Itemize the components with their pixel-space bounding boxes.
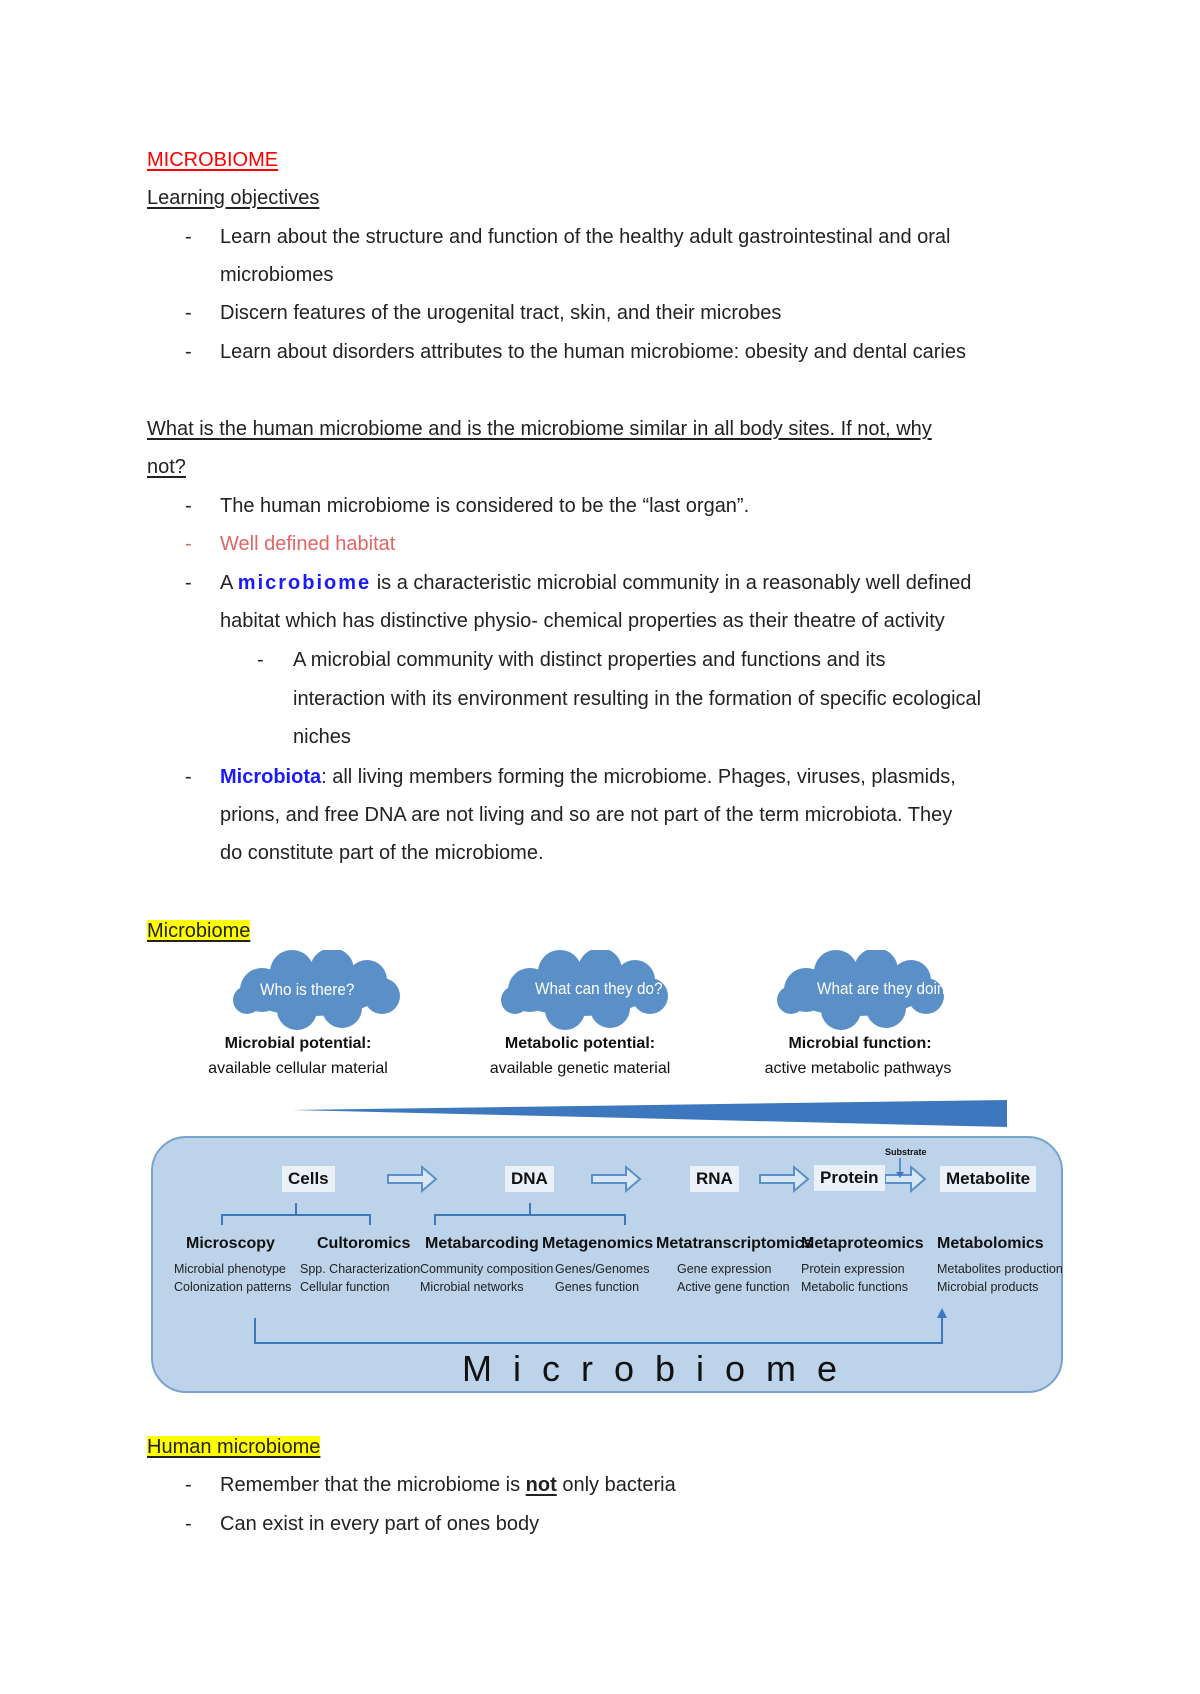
answer-microbiota-line-2: prions, and free DNA are not living and so are not part of the term microbiota. They bbox=[220, 804, 953, 826]
method-desc: Metabolic functions bbox=[801, 1280, 909, 1294]
method-metaproteomics: Metaproteomics bbox=[801, 1235, 924, 1252]
potential-sub-3: active metabolic pathways bbox=[764, 1060, 952, 1077]
method-metatranscriptomics: Metatranscriptomics bbox=[656, 1235, 813, 1252]
sub-answer-line-1: A microbial community with distinct properties and functions and its bbox=[293, 649, 886, 671]
answer-last-organ: The human microbiome is considered to be the “last organ”. bbox=[220, 495, 750, 517]
microbiome-diagram bbox=[150, 950, 1070, 1400]
potential-sub-1: available cellular material bbox=[208, 1060, 388, 1077]
bullet-dash: - bbox=[185, 226, 192, 248]
method-desc: Colonization patterns bbox=[174, 1280, 292, 1294]
method-desc: Protein expression bbox=[801, 1262, 905, 1276]
method-microscopy: Microscopy bbox=[186, 1235, 275, 1252]
answer-microbiome-definition: A microbiome is a characteristic microbial community in a reasonably well defined bbox=[220, 572, 972, 594]
method-metabolomics: Metabolomics bbox=[937, 1235, 1044, 1252]
answer-microbiome-definition-line-2: habitat which has distinctive physio- chemical properties as their theatre of activity bbox=[220, 610, 945, 632]
diagram-footer-label: Microbiome bbox=[462, 1348, 859, 1389]
cloud-label-1: Who is there? bbox=[260, 980, 355, 999]
node-cells: Cells bbox=[282, 1166, 335, 1192]
term-microbiota: Microbiota bbox=[220, 766, 322, 788]
bullet-dash: - bbox=[185, 533, 192, 555]
bullet-dash: - bbox=[185, 302, 192, 324]
method-desc: Microbial phenotype bbox=[174, 1262, 286, 1276]
substrate-label: Substrate bbox=[885, 1147, 927, 1157]
node-metabolite: Metabolite bbox=[940, 1166, 1036, 1192]
potential-sub-2: available genetic material bbox=[489, 1060, 671, 1077]
method-metagenomics: Metagenomics bbox=[542, 1235, 654, 1252]
document-title: MICROBIOME bbox=[147, 149, 279, 171]
node-rna: RNA bbox=[690, 1166, 739, 1192]
bullet-dash: - bbox=[185, 495, 192, 517]
bullet-dash: - bbox=[185, 1474, 192, 1496]
bullet-dash: - bbox=[185, 341, 192, 363]
sub-answer-line-2: interaction with its environment resulting in the formation of specific ecological bbox=[293, 688, 982, 710]
question-line-2: not? bbox=[147, 456, 186, 478]
sub-answer-line-3: niches bbox=[293, 726, 351, 748]
objective-1-line-1: Learn about the structure and function of the healthy adult gastrointestinal and oral bbox=[220, 226, 951, 248]
human-bullet-1: Remember that the microbiome is not only bacteria bbox=[220, 1474, 676, 1496]
objective-3: Learn about disorders attributes to the human microbiome: obesity and dental caries bbox=[220, 341, 966, 363]
section-heading-human-microbiome: Human microbiome bbox=[147, 1436, 321, 1458]
node-protein: Protein bbox=[814, 1165, 885, 1191]
method-desc: Community composition bbox=[420, 1262, 554, 1276]
cloud-label-2: What can they do? bbox=[535, 979, 663, 998]
cloud-label-3: What are they doing? bbox=[817, 979, 963, 998]
bullet-dash: - bbox=[185, 766, 192, 788]
human-bullet-2: Can exist in every part of ones body bbox=[220, 1513, 540, 1535]
bullet-dash: - bbox=[185, 1513, 192, 1535]
emphasis-not: not bbox=[525, 1474, 557, 1496]
method-desc: Microbial networks bbox=[420, 1280, 524, 1294]
answer-microbiota-line-3: do constitute part of the microbiome. bbox=[220, 842, 544, 864]
objectives-heading: Learning objectives bbox=[147, 187, 320, 209]
method-desc: Active gene function bbox=[677, 1280, 790, 1294]
method-desc: Metabolites production bbox=[937, 1262, 1063, 1276]
method-desc: Genes/Genomes bbox=[555, 1262, 650, 1276]
answer-habitat: Well defined habitat bbox=[220, 533, 396, 555]
objective-2: Discern features of the urogenital tract, skin, and their microbes bbox=[220, 302, 782, 324]
potential-title-2: Metabolic potential: bbox=[504, 1035, 656, 1052]
objective-1-line-2: microbiomes bbox=[220, 264, 334, 286]
method-cultoromics: Cultoromics bbox=[317, 1235, 411, 1252]
method-metabarcoding: Metabarcoding bbox=[425, 1235, 539, 1252]
method-desc: Cellular function bbox=[300, 1280, 390, 1294]
method-desc: Microbial products bbox=[937, 1280, 1039, 1294]
method-desc: Genes function bbox=[555, 1280, 640, 1294]
potential-title-1: Microbial potential: bbox=[224, 1035, 372, 1052]
answer-microbiota-definition: Microbiota: all living members forming the microbiome. Phages, viruses, plasmids, bbox=[220, 766, 956, 788]
bullet-dash: - bbox=[257, 649, 264, 671]
term-microbiome: microbiome bbox=[237, 572, 372, 594]
method-desc: Spp. Characterization bbox=[300, 1262, 421, 1276]
potential-title-3: Microbial function: bbox=[788, 1035, 932, 1052]
bullet-dash: - bbox=[185, 572, 192, 594]
node-dna: DNA bbox=[505, 1166, 554, 1192]
question-line-1: What is the human microbiome and is the microbiome similar in all body sites. If not, why bbox=[147, 418, 932, 440]
section-heading-microbiome: Microbiome bbox=[147, 920, 251, 942]
gradient-wedge bbox=[292, 1100, 1007, 1127]
method-desc: Gene expression bbox=[677, 1262, 772, 1276]
